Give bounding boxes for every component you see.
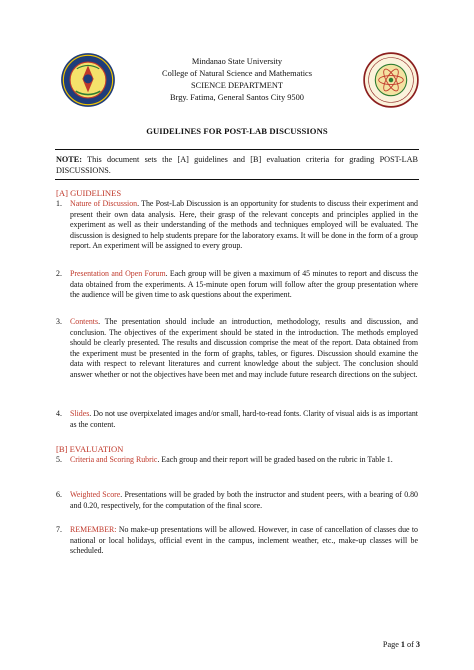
list-item bbox=[56, 409, 418, 430]
address: Brgy. Fatima, General Santos City 9500 bbox=[170, 93, 304, 102]
item-heading: Contents bbox=[70, 317, 99, 326]
item-number: 3. bbox=[56, 317, 62, 326]
item-number: 2. bbox=[56, 269, 62, 278]
page-current: 1 bbox=[400, 640, 405, 649]
list-item bbox=[56, 525, 418, 557]
list-item bbox=[56, 490, 418, 511]
university-name: Mindanao State University bbox=[191, 57, 283, 66]
item-text: . The presentation should include an introduction, methodology, results and discussion, and conclusion. The objectives of the experiment should be stated in the introduction. The methods employed should be clearly presented. The results and discussion comprise the meat of the report. Data obtained from the experiment must be presented in the form of graphs, tables, or figures. Discussion should examine the data with respect to relevant literatures and current knowledge about the subject. The conclusion should answer whether or not the objectives have been met and may include future research directions on the subject. bbox=[70, 317, 418, 379]
item-text: . Do not use overpixelated images and/or small, hard-to-read fonts. Clarity of visual aids is as important as the content. bbox=[70, 409, 418, 429]
section-b-heading: [B] EVALUATION bbox=[56, 444, 124, 454]
institution-header bbox=[120, 56, 354, 104]
item-heading: Nature of Discussion bbox=[70, 199, 138, 208]
department-name: SCIENCE DEPARTMENT bbox=[190, 81, 284, 90]
divider-bottom bbox=[55, 179, 419, 180]
section-a-heading: [A] GUIDELINES bbox=[56, 188, 122, 198]
item-number: 5. bbox=[56, 455, 62, 464]
note-text: This document sets the [A] guidelines and [B] evaluation criteria for grading POST-LAB DISCUSSIONS. bbox=[56, 155, 418, 175]
item-number: 1. bbox=[56, 199, 62, 208]
page-mid: of bbox=[404, 640, 416, 649]
list-item bbox=[56, 199, 418, 252]
item-text: No make-up presentations will be allowed. However, in case of cancellation of classes due to national or local holidays, official event in the campus, inclement weather, etc., make-up classes will be scheduled. bbox=[70, 525, 418, 556]
item-number: 4. bbox=[56, 409, 62, 418]
item-text: . The Post-Lab Discussion is an opportunity for students to discuss their experiment and present their own data analysis. Here, their grasp of the relevant concepts and principles applied in the experiment as well as their understanding of the methods and techniques employed will be evaluated. The discussion is designed to help students prepare for the laboratory exams. It will be done in the form of a group report. An experiment will be assigned to every group. bbox=[70, 199, 418, 251]
msu-seal-logo bbox=[60, 52, 116, 108]
item-text: . Each group will be given a maximum of 45 minutes to report and discuss the data obtained from the experiments. A 15-minute open forum will follow after the group presentation where the audience will be given time to ask questions about the experiment. bbox=[70, 269, 418, 300]
item-number: 6. bbox=[56, 490, 62, 499]
item-number: 7. bbox=[56, 525, 62, 534]
list-item bbox=[56, 317, 418, 381]
item-heading: Weighted Score bbox=[70, 490, 121, 499]
page-total: 3 bbox=[415, 640, 420, 649]
cnsm-seal-logo bbox=[363, 52, 419, 108]
item-heading: Criteria and Scoring Rubric bbox=[70, 455, 158, 464]
item-text: . Each group and their report will be graded based on the rubric in Table 1. bbox=[157, 455, 393, 464]
page-prefix: Page bbox=[382, 640, 401, 649]
list-item bbox=[56, 455, 418, 466]
item-text: . Presentations will be graded by both the instructor and student peers, with a bearing of 0.80 and 0.20, respectively, for the computation of the final score. bbox=[70, 490, 418, 510]
page-number bbox=[340, 640, 420, 649]
item-heading: Presentation and Open Forum bbox=[70, 269, 166, 278]
college-name: College of Natural Science and Mathematics bbox=[162, 69, 312, 78]
document-title: GUIDELINES FOR POST-LAB DISCUSSIONS bbox=[146, 126, 328, 136]
list-item bbox=[56, 269, 418, 301]
item-heading: Slides bbox=[70, 409, 90, 418]
note-label: NOTE: bbox=[56, 155, 82, 164]
note-paragraph bbox=[56, 154, 418, 176]
divider-top bbox=[55, 149, 419, 150]
item-heading: REMEMBER: bbox=[70, 525, 117, 534]
